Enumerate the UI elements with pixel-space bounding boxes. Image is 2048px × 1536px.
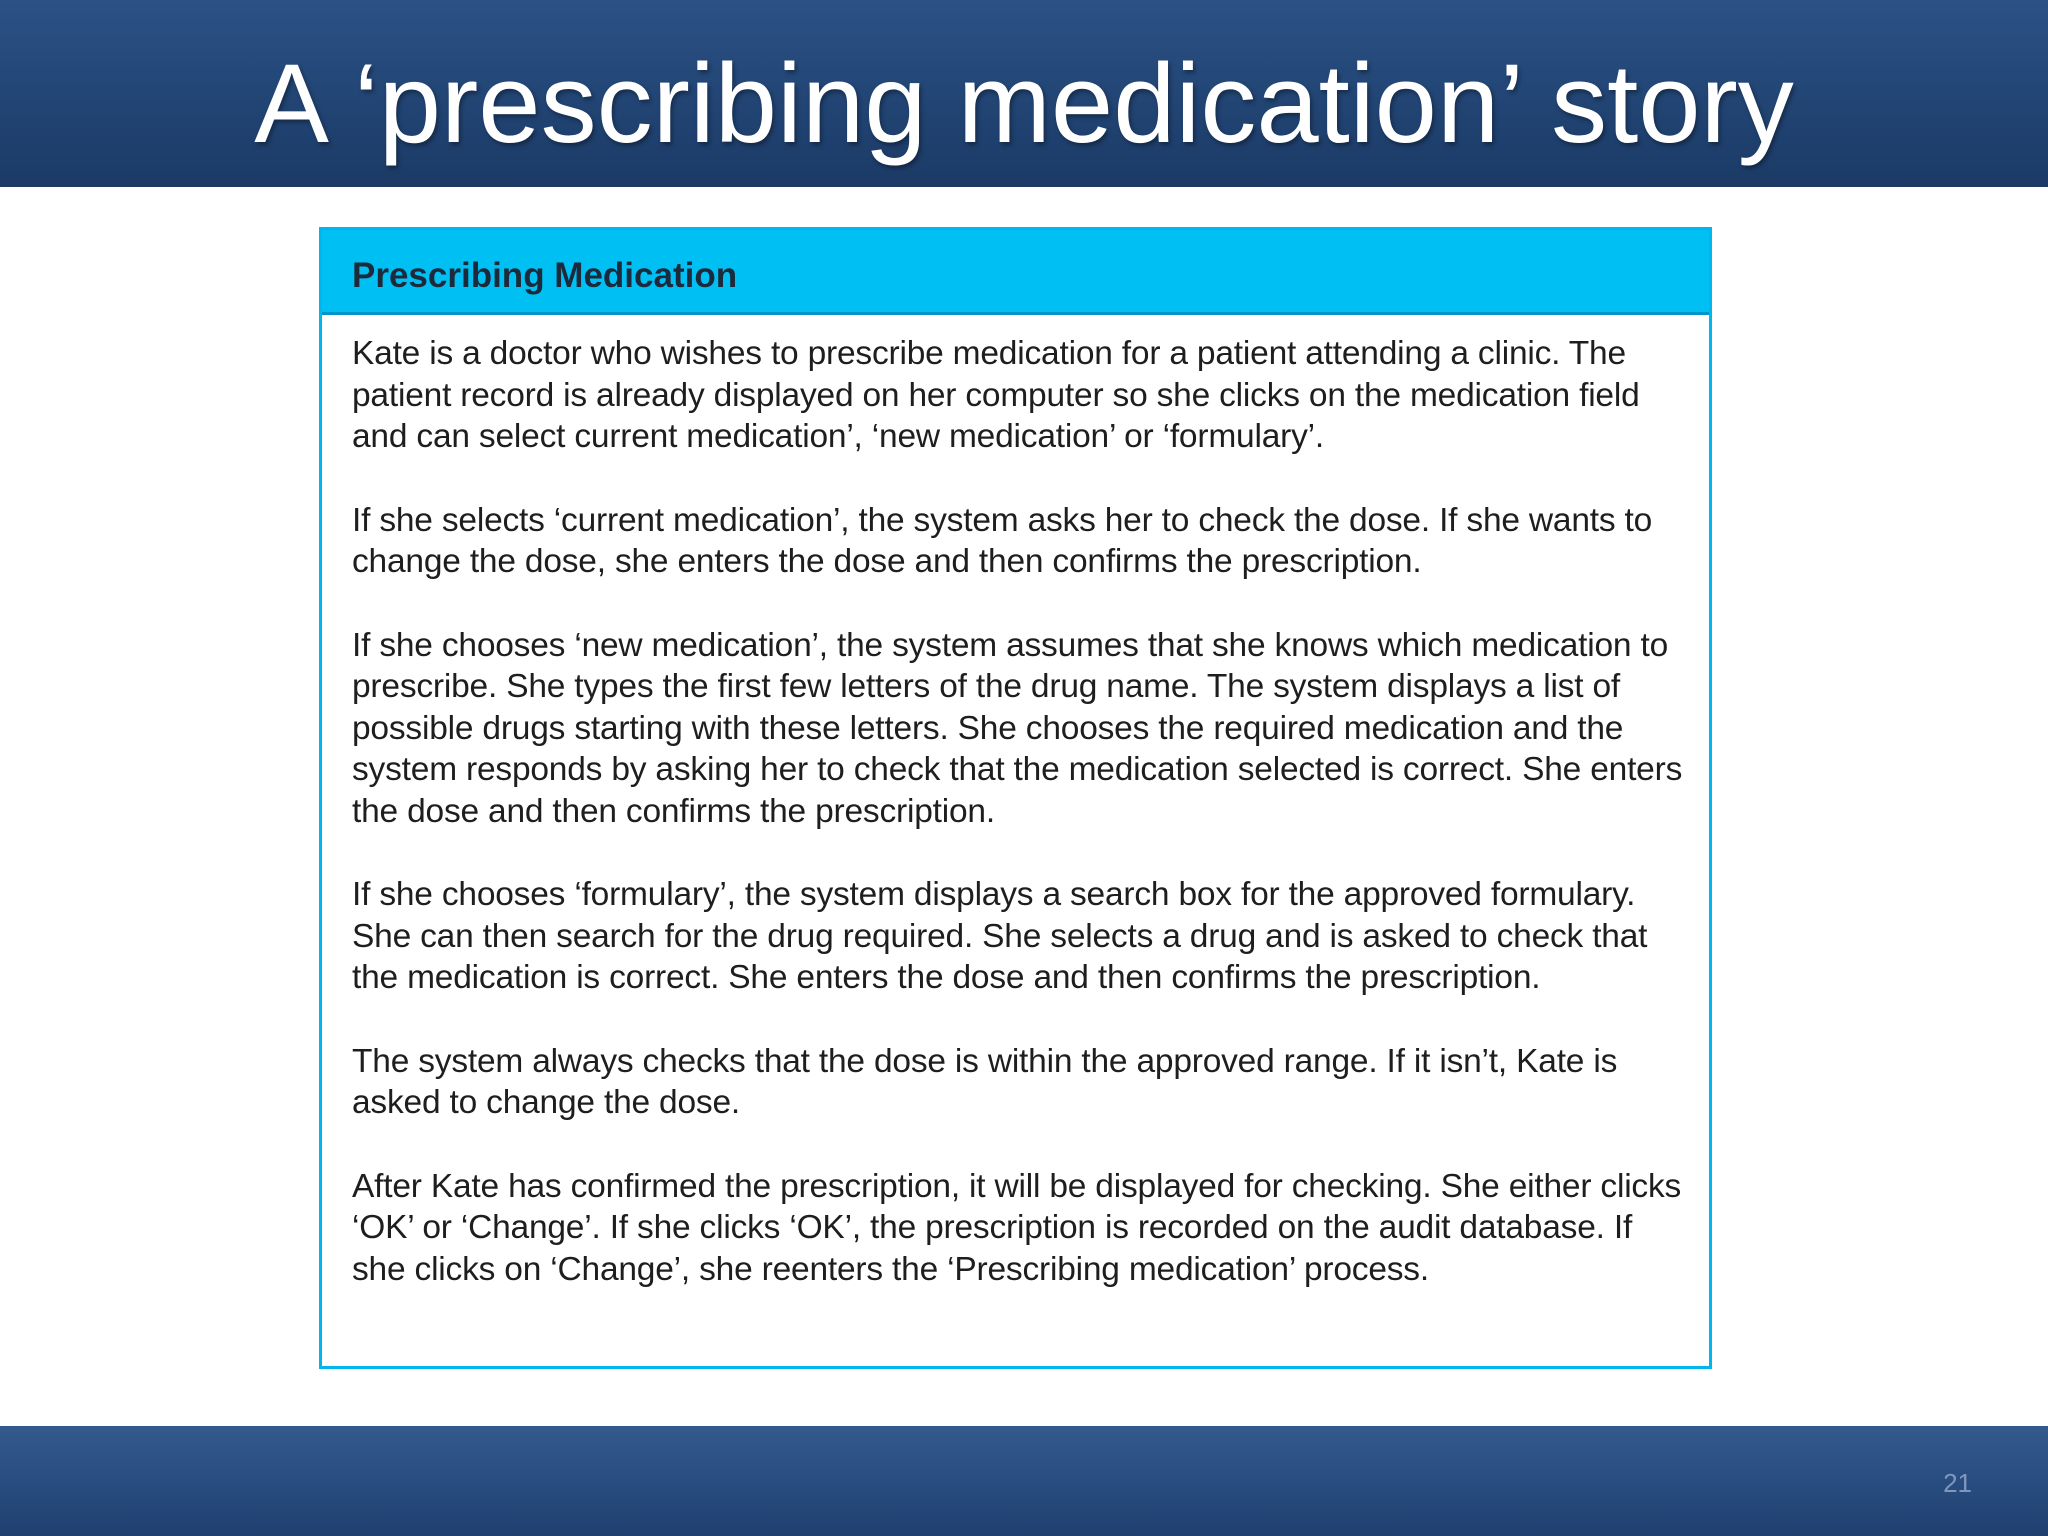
story-header (322, 230, 1709, 315)
title-bar (0, 0, 2048, 187)
story-heading: Prescribing Medication (352, 256, 738, 295)
footer-bar (0, 1426, 2048, 1536)
story-paragraph: If she chooses ‘new medication’, the system assumes that she knows which medication to prescribe. She types the first few letters of the drug name. The system displays a list of possible drugs starting with these letters. She chooses the required medication and the system responds by asking her to check that the medication selected is correct. She enters the dose and then confirms the prescription. (352, 626, 1683, 830)
slide-title: A ‘prescribing medication’ story (254, 41, 1794, 166)
story-paragraph: The system always checks that the dose is within the approved range. If it isn’t, Kate is asked to change the dose. (352, 1042, 1618, 1121)
story-body (322, 315, 1709, 1290)
story-box (319, 227, 1712, 1369)
page-number: 21 (1943, 1468, 1972, 1498)
story-paragraph: After Kate has confirmed the prescription, it will be displayed for checking. She either clicks ‘OK’ or ‘Change’. If she clicks ‘OK’, the prescription is recorded on the audit database. If she clicks on ‘Change’, she reenters the ‘Prescribing medication’ process. (352, 1167, 1682, 1288)
story-paragraph: Kate is a doctor who wishes to prescribe medication for a patient attending a clinic. The patient record is already displayed on her computer so she clicks on the medication field and can select current medication’, ‘new medication’ or ‘formulary’. (352, 335, 1640, 455)
story-paragraph: If she selects ‘current medication’, the system asks her to check the dose. If she wants to change the dose, she enters the dose and then confirms the prescription. (352, 501, 1653, 580)
story-paragraph: If she chooses ‘formulary’, the system displays a search box for the approved formulary. She can then search for the drug required. She selects a drug and is asked to check that the medication is correct. She enters the dose and then confirms the prescription. (352, 876, 1648, 996)
